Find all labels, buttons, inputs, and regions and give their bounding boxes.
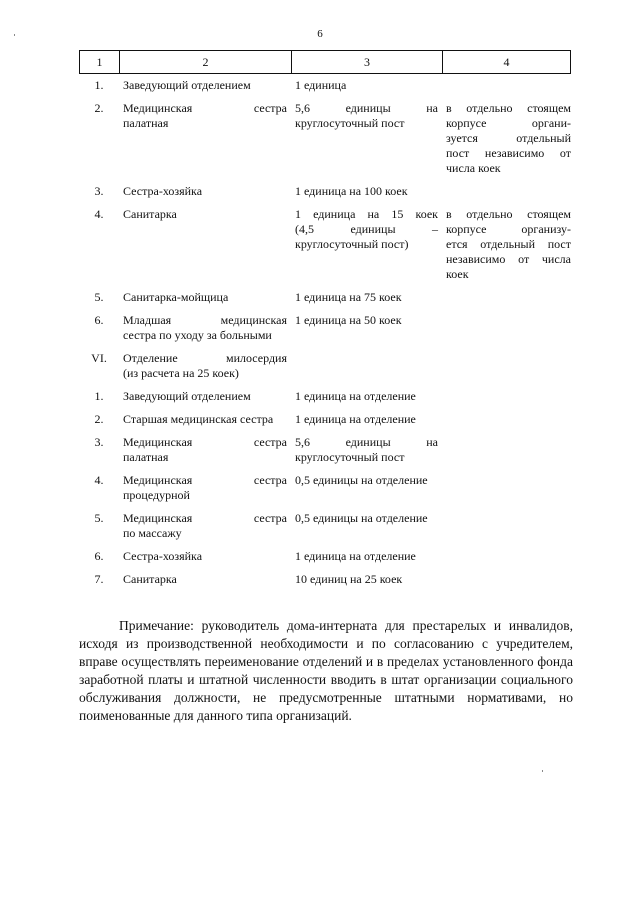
quantity-cell-line: 1 единица на 100 коек [295, 184, 408, 198]
quantity-cell [291, 435, 442, 465]
position-cell [119, 184, 291, 199]
note-cell-line: в отдельно стоящем [446, 101, 571, 115]
position-cell-line: палатная [123, 116, 169, 130]
quantity-cell [291, 572, 442, 587]
quantity-cell-line: 1 единица на 75 коек [295, 290, 402, 304]
position-cell [119, 351, 291, 381]
position-cell [119, 511, 291, 541]
quantity-cell-line: 1 единица на отделение [295, 412, 416, 426]
note-cell [442, 101, 571, 176]
position-cell-line: Заведующий отделением [123, 78, 251, 92]
position-cell-line: по массажу [123, 526, 182, 540]
row-number: VI. [91, 351, 107, 365]
position-cell [119, 207, 291, 282]
quantity-cell-line: круглосуточный пост [295, 116, 405, 130]
note-cell [442, 549, 571, 564]
note-cell [442, 184, 571, 199]
table-row [79, 184, 571, 199]
note-cell [442, 572, 571, 587]
row-number: 6. [94, 549, 104, 563]
position-cell-line: Санитарка [123, 572, 177, 586]
table-row [79, 511, 571, 541]
quantity-cell [291, 101, 442, 176]
note-cell [442, 473, 571, 503]
position-cell-line: Сестра-хозяйка [123, 184, 203, 198]
quantity-cell-line: 5,6 единицы на [295, 101, 438, 115]
note-cell-line: ется отдельный пост [446, 237, 571, 251]
position-cell-line: Санитарка-мойщица [123, 290, 229, 304]
quantity-cell-line: 1 единица на 15 коек [295, 207, 438, 221]
position-cell-line: Сестра-хозяйка [123, 549, 203, 563]
quantity-cell-line: круглосуточный пост) [295, 237, 409, 251]
note-cell [442, 351, 571, 381]
note-cell-line: корпусе организу- [446, 222, 571, 236]
position-cell-line: Медицинская сестра [123, 435, 287, 449]
column-header: 2 [120, 51, 292, 73]
quantity-cell-line: 0,5 единицы на отделение [295, 511, 428, 525]
quantity-cell-line: 10 единиц на 25 коек [295, 572, 403, 586]
row-number: 2. [94, 412, 104, 426]
table-row [79, 351, 571, 381]
table-row [79, 290, 571, 305]
footnote-paragraph: Примечание: руководитель дома-интерната для престарелых и инвалидов, исходя из производственной необходимости и по согласованию с учредителем, вправе осуществлять переименование отделений и в пределах установленного фонда заработной платы и штатной численности вводить в штат организации социального обслуживания должности, не предусмотренные штатными нормативами, но поименованные для данного типа организаций. [79, 618, 573, 723]
position-cell [119, 389, 291, 404]
note-cell-line: числа коек [446, 161, 501, 175]
staff-table [79, 78, 571, 595]
column-header: 1 [80, 51, 120, 73]
table-row [79, 101, 571, 176]
table-header [79, 50, 571, 74]
position-cell-line: Медицинская сестра [123, 473, 287, 487]
scan-speck [542, 770, 543, 772]
quantity-cell [291, 549, 442, 564]
note-cell [442, 207, 571, 282]
position-cell [119, 313, 291, 343]
position-cell-line: сестра по уходу за больными [123, 328, 272, 342]
table-row [79, 207, 571, 282]
position-cell-line: Старшая медицинская сестра [123, 412, 274, 426]
row-number: 4. [94, 207, 104, 221]
table-row [79, 435, 571, 465]
page-number: 6 [317, 28, 323, 40]
note-cell [442, 412, 571, 427]
note-cell [442, 78, 571, 93]
table-row [79, 412, 571, 427]
quantity-cell-line: 1 единица на отделение [295, 549, 416, 563]
quantity-cell-line: 1 единица на отделение [295, 389, 416, 403]
row-number: 3. [94, 184, 104, 198]
note-cell-line: коек [446, 267, 469, 281]
note-cell [442, 511, 571, 541]
column-header: 3 [292, 51, 443, 73]
quantity-cell [291, 412, 442, 427]
quantity-cell-line: круглосуточный пост [295, 450, 405, 464]
position-cell-line: Заведующий отделением [123, 389, 251, 403]
quantity-cell-line: (4,5 единицы – [295, 222, 438, 236]
position-cell [119, 412, 291, 427]
position-cell-line: Отделение милосердия [123, 351, 287, 365]
row-number: 5. [94, 511, 104, 525]
row-number: 7. [94, 572, 104, 586]
position-cell [119, 78, 291, 93]
position-cell [119, 101, 291, 176]
quantity-cell [291, 313, 442, 343]
note-cell-line: пост независимо от [446, 146, 571, 160]
quantity-cell [291, 184, 442, 199]
quantity-cell [291, 290, 442, 305]
row-number: 4. [94, 473, 104, 487]
quantity-cell [291, 473, 442, 503]
note-cell [442, 290, 571, 305]
quantity-cell-line: 1 единица на 50 коек [295, 313, 402, 327]
table-row [79, 313, 571, 343]
note-cell-line: в отдельно стоящем [446, 207, 571, 221]
row-number: 6. [94, 313, 104, 327]
position-cell [119, 572, 291, 587]
quantity-cell [291, 511, 442, 541]
position-cell-line: Младшая медицинская [123, 313, 287, 327]
note-cell [442, 313, 571, 343]
quantity-cell [291, 207, 442, 282]
note-cell-line: корпусе органи- [446, 116, 571, 130]
table-row [79, 78, 571, 93]
row-number: 1. [94, 78, 104, 92]
quantity-cell-line: 1 единица [295, 78, 347, 92]
table-row [79, 572, 571, 587]
row-number: 2. [94, 101, 104, 115]
position-cell-line: процедурной [123, 488, 190, 502]
position-cell [119, 290, 291, 305]
row-number: 3. [94, 435, 104, 449]
quantity-cell-line: 0,5 единицы на отделение [295, 473, 428, 487]
position-cell-line: Санитарка [123, 207, 177, 221]
quantity-cell-line: 5,6 единицы на [295, 435, 438, 449]
note-cell-line: независимо от числа [446, 252, 571, 266]
position-cell-line: палатная [123, 450, 169, 464]
position-cell-line: Медицинская сестра [123, 101, 287, 115]
note-cell [442, 435, 571, 465]
table-row [79, 389, 571, 404]
note-cell [442, 389, 571, 404]
position-cell-line: Медицинская сестра [123, 511, 287, 525]
quantity-cell [291, 78, 442, 93]
quantity-cell [291, 351, 442, 381]
note-cell-line: зуется отдельный [446, 131, 571, 145]
position-cell [119, 549, 291, 564]
position-cell-line: (из расчета на 25 коек) [123, 366, 239, 380]
row-number: 5. [94, 290, 104, 304]
table-row [79, 549, 571, 564]
scan-speck [14, 34, 15, 36]
position-cell [119, 473, 291, 503]
position-cell [119, 435, 291, 465]
quantity-cell [291, 389, 442, 404]
column-header: 4 [503, 54, 510, 69]
table-row [79, 473, 571, 503]
row-number: 1. [94, 389, 104, 403]
